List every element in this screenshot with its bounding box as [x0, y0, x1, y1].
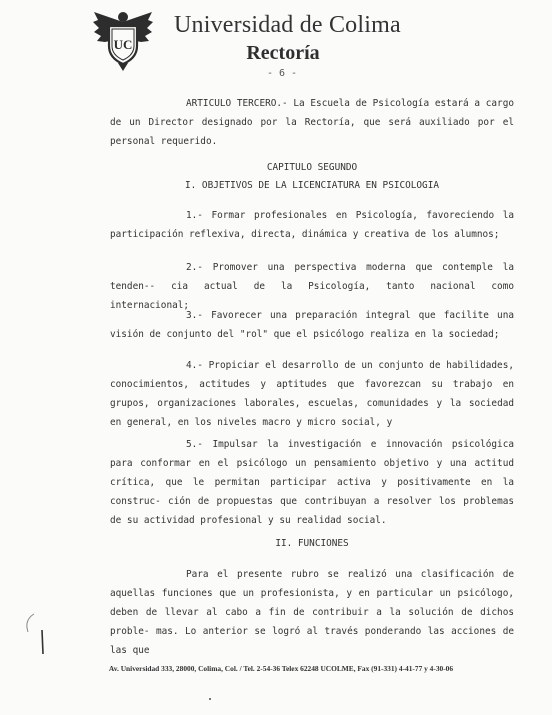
- scan-speck: [209, 698, 211, 700]
- chapter-heading: CAPITULO SEGUNDO: [266, 162, 358, 173]
- objective-1: 1.- Formar profesionales en Psicología, favoreciendo la participación reflexiva, directa, dinámica y creativa de los alumnos;: [110, 210, 514, 240]
- office-title: Rectoría: [246, 42, 320, 64]
- seal-monogram: UC: [113, 37, 133, 52]
- page-number: - 6 -: [266, 68, 298, 79]
- functions-heading: II. FUNCIONES: [275, 538, 349, 549]
- objective-3: 3.- Favorecer una preparación integral que facilite una visión de conjunto del "rol" que el psicólogo realiza en la sociedad;: [110, 310, 514, 340]
- handwritten-mark: [18, 610, 48, 660]
- objective-5: 5.- Impulsar la investigación e innovación psicológica para conformar en el psicólogo un pensamiento objetivo y una actitud crítica, que le permitan participar activa y positivamente en la construc- ción de propuestas que contribuyan a resolver los problemas de su actividad profesional y su realidad social.: [110, 439, 514, 526]
- objective-2: 2.- Promover una perspectiva moderna que contemple la tenden-- cia actual de la Psicología, tanto nacional como internacional;: [110, 262, 514, 311]
- university-name: Universidad de Colima: [174, 12, 401, 38]
- article-three: ARTICULO TERCERO.- La Escuela de Psicología estará a cargo de un Director designado por la Rectoría, que será auxiliado por el personal requerido.: [110, 98, 514, 147]
- letterhead-footer: Av. Universidad 333, 28000, Colima, Col. / Tel. 2-54-36 Telex 62248 UCOLME, Fax (91-331) 4-41-77 y 4-30-06: [108, 664, 454, 673]
- functions-paragraph: Para el presente rubro se realizó una clasificación de aquellas funciones que un profesionista, y en particular un psicólogo, deben de llevar al cabo a fin de contribuir a la solución de dichos proble- mas. Lo anterior se logró al través ponderando las acciones de las que: [110, 569, 514, 656]
- objectives-heading: I. OBJETIVOS DE LA LICENCIATURA EN PSICOLOGIA: [185, 180, 439, 191]
- objective-4: 4.- Propiciar el desarrollo de un conjunto de habilidades, conocimientos, actitudes y aptitudes que favorezcan su trabajo en grupos, organizaciones laborales, escuelas, comunidades y la sociedad en general, en los niveles macro y micro social, y: [110, 360, 514, 428]
